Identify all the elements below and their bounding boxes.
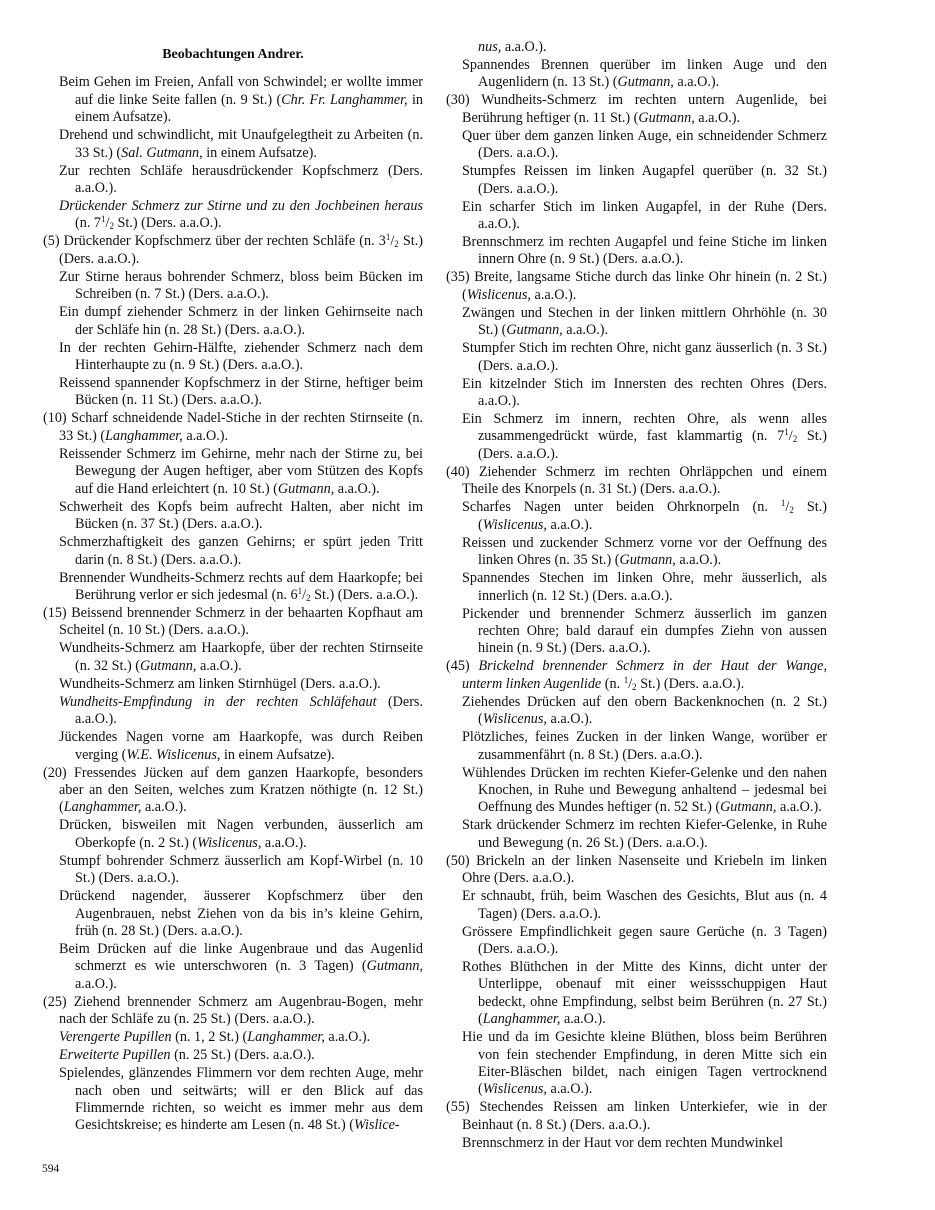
symptom-entry xyxy=(446,765,827,817)
entry-number: (20) xyxy=(43,764,67,781)
entry-text: a.a.O.). xyxy=(501,39,547,55)
entry-number: (50) xyxy=(446,852,470,869)
entry-text: (n. 25 St.) (Ders. a.a.O.). xyxy=(170,1047,315,1064)
entry-text: Drückend nagender, äusserer Kopfschmerz über den Augenbrauen, nebst Ziehen von da bis in’s kleine Gehirn, früh (n. 28 St.) (Ders. a.a.O.). xyxy=(59,888,423,939)
italic-text: W.E. Wislicenus, xyxy=(126,746,221,763)
symptom-entry xyxy=(446,959,827,1029)
entry-number: (45) xyxy=(446,658,470,675)
symptom-entry xyxy=(43,269,423,304)
fraction-part: 2 xyxy=(394,239,399,250)
entry-text: Beissend brennender Schmerz in der behaarten Kopfhaut am Scheitel (n. 10 St.) (Ders. a.a.O.). xyxy=(59,604,423,639)
italic-text: Drückender Schmerz zur Stirne und zu den Jochbeinen heraus xyxy=(59,198,423,215)
symptom-entry xyxy=(446,376,827,411)
symptom-entry xyxy=(446,888,827,923)
entry-text: / xyxy=(302,586,307,603)
entry-text: Ziehendes Drücken auf den obern Backenknochen (n. 2 St.) ( xyxy=(462,693,827,728)
entry-text: Beim Gehen im Freien, Anfall von Schwindel; er wollte immer auf die linke Seite fallen (n. 9 St.) ( xyxy=(59,74,423,108)
entry-text: Ein kitzelnder Stich im Innersten des rechten Ohres (Ders. a.a.O.). xyxy=(462,375,827,410)
entry-text: a.a.O.). xyxy=(546,711,593,728)
italic-text: Wislicenus, xyxy=(466,286,531,303)
left-column xyxy=(43,46,423,1135)
entry-text: Brennender Wundheits-Schmerz rechts auf dem Haarkopfe; bei Berührung verlor er sich jedesmal (n. 6 xyxy=(59,569,423,603)
entry-text: Ziehender Schmerz im rechten Ohrläppchen und einem Theile des Knorpels (n. 31 St.) (Ders. a.a.O.). xyxy=(462,463,827,498)
italic-text: Langhammer, xyxy=(482,1011,561,1028)
entry-text: Drücken, bisweilen mit Nagen verbunden, äusserlich am Oberkopfe (n. 2 St.) ( xyxy=(59,817,423,851)
symptom-entry xyxy=(446,92,827,127)
entry-text: / xyxy=(628,675,633,692)
symptom-entry xyxy=(43,694,423,729)
entry-text: Rothes Blüthchen in der Mitte des Kinns, dicht unter der Unterlippe, obenauf mit einer weissschuppigen Haut bedeckt, ohne Empfindung, selbst beim Berühren (n. 27 St.) ( xyxy=(462,958,827,1028)
symptom-entry xyxy=(446,464,827,499)
entry-text: Stumpfes Reissen im linken Augapfel querüber (n. 32 St.) (Ders. a.a.O.). xyxy=(462,163,827,197)
entry-text: St.) (Ders. a.a.O.). xyxy=(59,233,424,267)
italic-text: Gutmann, xyxy=(140,657,197,674)
entry-text: a.a.O.). xyxy=(141,799,187,816)
entry-number: (5) xyxy=(43,233,60,250)
entry-text: a.a.O.). xyxy=(324,1029,371,1046)
entry-text: Stechendes Reissen am linken Unterkiefer, wie in der Beinhaut (n. 8 St.) (Ders. a.a.O.). xyxy=(462,1099,827,1133)
entry-number: (25) xyxy=(43,993,67,1010)
italic-text: Langhammer, xyxy=(63,799,142,816)
entry-text: Ein dumpf ziehender Schmerz in der linken Gehirnseite nach der Schläfe hin (n. 28 St.) (Ders. a.a.O.). xyxy=(59,304,423,338)
entry-text: Zur Stirne heraus bohrender Schmerz, bloss beim Bücken im Schreiben (n. 7 St.) (Ders. a.a.O.). xyxy=(59,268,423,303)
entry-text: / xyxy=(105,215,110,232)
symptom-entry xyxy=(446,57,827,92)
entry-text: Plötzliches, feines Zucken in der linken Wange, worüber er zusammenfährt (n. 8 St.) (Ders. a.a.O.). xyxy=(462,729,827,763)
entry-number: (40) xyxy=(446,463,470,480)
symptom-entry xyxy=(446,658,827,693)
entry-text: Pickender und brennender Schmerz äusserlich im ganzen rechten Ohre; bald darauf ein dumpfes Ziehn von aussen hinein (n. 9 St.) (Ders. a.a.O.). xyxy=(462,605,827,657)
symptom-entry xyxy=(43,888,423,940)
entry-text: St.) (Ders. a.a.O.). xyxy=(113,215,222,232)
entry-text: Drückender Kopfschmerz über der rechten Schläfe (n. 3 xyxy=(63,233,386,250)
italic-text: Brickelnd brennender Schmerz in der Haut der Wange, unterm linken Augenlide xyxy=(462,658,827,692)
symptom-entry xyxy=(446,694,827,729)
entry-text: a.a.O.). xyxy=(182,427,229,444)
symptom-entry xyxy=(446,535,827,570)
symptom-entry xyxy=(446,1029,827,1099)
symptom-entry xyxy=(43,1047,423,1064)
symptom-entry xyxy=(43,340,423,375)
entry-text: Wühlendes Drücken im rechten Kiefer-Gelenke und den nahen Knochen, in Ruhe und Bewegung anhaltend – jedesmal bei Oeffnung des Mundes heftiger (n. 52 St.) ( xyxy=(462,764,827,816)
entry-text: Stark drückender Schmerz im rechten Kiefer-Gelenke, in Ruhe und Bewegung (n. 26 St.) (Ders. a.a.O.). xyxy=(462,817,827,851)
entry-text: Reissen und zuckender Schmerz vorne vor der Oeffnung des linken Ohres (n. 35 St.) ( xyxy=(462,534,827,569)
symptom-entry xyxy=(446,853,827,888)
symptom-entry xyxy=(446,1099,827,1134)
entry-number: (30) xyxy=(446,92,470,109)
entry-number: (35) xyxy=(446,269,470,286)
entry-text: Fressendes Jücken auf dem ganzen Haarkopfe, besonders aber an den Seiten, welches zum Kratzen nöthigte (n. 12 St.) ( xyxy=(59,764,423,816)
symptom-entry xyxy=(43,817,423,852)
entry-text: Beim Drücken auf die linke Augenbraue und das Augenlid schmerzt es wie unterschworen (n. 3 Tagen) ( xyxy=(59,940,423,975)
italic-text: Wislicenus, xyxy=(482,1081,547,1098)
entry-text: a.a.O.). xyxy=(196,657,242,674)
entry-number: (10) xyxy=(43,410,67,427)
symptom-entry xyxy=(446,199,827,234)
entry-text: (Ders. a.a.O.). xyxy=(75,693,423,728)
entry-text: (n. 7 xyxy=(75,215,102,232)
entry-text: / xyxy=(785,499,790,516)
symptom-entry xyxy=(446,817,827,852)
entry-text: a.a.O.). xyxy=(334,480,380,497)
symptom-entry xyxy=(43,853,423,888)
entry-text: a.a.O.). xyxy=(530,286,577,303)
italic-text: nus, xyxy=(478,39,502,55)
italic-text: Wislicenus, xyxy=(197,834,262,851)
symptom-entry xyxy=(43,941,423,993)
symptom-entry xyxy=(446,234,827,269)
entry-text: in einem Aufsatze). xyxy=(75,91,423,126)
entry-text: Zwängen und Stechen in der linken mittlern Ohrhöhle (n. 30 St.) ( xyxy=(462,304,827,339)
symptom-entry xyxy=(43,676,423,693)
symptom-entry xyxy=(43,1065,423,1135)
italic-text: Verengerte Pupillen xyxy=(59,1029,172,1046)
symptom-entry xyxy=(43,605,423,640)
entry-text: in einem Aufsatze). xyxy=(202,144,317,161)
symptom-entry xyxy=(446,128,827,163)
entry-text: Wundheits-Schmerz am Haarkopfe, über der rechten Stirnseite (n. 32 St.) ( xyxy=(59,640,423,674)
entry-text: (n. 1, 2 St.) ( xyxy=(171,1029,248,1046)
entry-text: Reissender Schmerz im Gehirne, mehr nach der Stirne zu, bei Bewegung der Augen heftiger, aber vom Stützen des Kopfs auf die Hand erleichtert (n. 10 St.) ( xyxy=(59,445,423,497)
entry-text: Schwerheit des Kopfs beim aufrecht Halten, aber nicht im Bücken (n. 37 St.) (Ders. a.a.O.). xyxy=(59,498,423,533)
fraction-part: 2 xyxy=(632,681,637,692)
entry-text: Brickeln an der linken Nasenseite und Kriebeln im linken Ohre (Ders. a.a.O.). xyxy=(462,852,827,887)
entry-text: Spannendes Brennen querüber im linken Auge und den Augenlidern (n. 13 St.) ( xyxy=(462,57,827,91)
entry-text: a.a.O.). xyxy=(546,1081,593,1098)
symptom-entry xyxy=(43,640,423,675)
entry-text: Brennschmerz im rechten Augapfel und feine Stiche im linken innern Ohre (n. 9 St.) (Ders. a.a.O.). xyxy=(462,234,827,268)
entry-text: Zur rechten Schläfe herausdrückender Kopfschmerz (Ders. a.a.O.). xyxy=(59,162,423,197)
italic-text: Sal. Gutmann, xyxy=(121,144,203,161)
italic-text: Gutmann, xyxy=(277,480,335,497)
italic-text: Gutmann, xyxy=(638,109,695,126)
fraction-part: 2 xyxy=(109,221,114,232)
italic-text: Wundheits-Empfindung in der rechten Schläfehaut xyxy=(59,693,377,710)
italic-text: Gutmann, xyxy=(720,799,777,816)
symptom-entry xyxy=(446,729,827,764)
entry-text: Grössere Empfindlichkeit gegen saure Gerüche (n. 3 Tagen) (Ders. a.a.O.). xyxy=(462,923,827,957)
section-heading: Beobachtungen Andrer. xyxy=(162,47,304,62)
entry-text: St.) (Ders. a.a.O.). xyxy=(478,428,828,462)
entry-text: a.a.O.). xyxy=(560,1011,606,1028)
symptom-entry xyxy=(446,163,827,198)
entry-text: In der rechten Gehirn-Hälfte, ziehender Schmerz nach dem Hinterhaupte zu (n. 9 St.) (Ders. a.a.O.). xyxy=(59,339,423,374)
entry-text: a.a.O.). xyxy=(675,552,722,569)
entry-text: a.a.O.). xyxy=(261,834,307,851)
entry-text: (n. xyxy=(601,675,624,692)
symptom-entry xyxy=(43,729,423,764)
symptom-entry xyxy=(446,499,827,534)
entry-text: a.a.O.). xyxy=(546,516,593,533)
entry-text: in einem Aufsatze). xyxy=(220,746,335,763)
symptom-entry xyxy=(43,198,423,233)
entry-text: Quer über dem ganzen linken Auge, ein schneidender Schmerz (Ders. a.a.O.). xyxy=(462,127,827,162)
fraction-part: 1 xyxy=(784,427,789,438)
entry-text: a.a.O.). xyxy=(776,799,822,816)
italic-text: Wislice- xyxy=(353,1117,400,1134)
entry-number: (55) xyxy=(446,1099,470,1116)
entry-text: Ein Schmerz im innern, rechten Ohre, als wenn alles zusammengedrückt würde, fast klammartig (n. 7 xyxy=(462,411,827,445)
entry-text: / xyxy=(390,233,395,250)
italic-text: Gutmann, xyxy=(366,958,423,975)
entry-text: Stumpf bohrender Schmerz äusserlich am Kopf-Wirbel (n. 10 St.) (Ders. a.a.O.). xyxy=(59,852,423,887)
symptom-entry xyxy=(446,1135,827,1152)
entry-text: Drehend und schwindlicht, mit Unaufgelegtheit zu Arbeiten (n. 33 St.) ( xyxy=(59,127,423,161)
entry-text: St.) (Ders. a.a.O.). xyxy=(636,675,745,692)
symptom-entry xyxy=(446,340,827,375)
symptom-entry xyxy=(43,163,423,198)
symptom-entry xyxy=(43,375,423,410)
fraction-part: 1 xyxy=(101,214,106,225)
entry-text: Jückendes Nagen vorne am Haarkopfe, was durch Reiben verging ( xyxy=(59,729,423,763)
entry-text: Wundheits-Schmerz im rechten untern Augenlide, bei Berührung heftiger (n. 11 St.) ( xyxy=(462,92,828,126)
italic-text: Gutmann, xyxy=(617,74,674,91)
symptom-entry xyxy=(43,304,423,339)
entry-text: a.a.O.). xyxy=(673,74,720,91)
entry-text: Spielendes, glänzendes Flimmern vor dem rechten Auge, mehr nach oben und seitwärts; will er den Blick auf das Flimmernde richten, so weicht es immer mehr aus dem Gesichtskreise; es hinderte am Lesen (n. 48 St.) ( xyxy=(59,1065,423,1134)
italic-text: Wislicenus, xyxy=(482,516,547,533)
entry-text: Er schnaubt, früh, beim Waschen des Gesichts, Blut aus (n. 4 Tagen) (Ders. a.a.O.). xyxy=(462,888,827,922)
symptom-entry xyxy=(446,39,827,56)
entry-text: Stumpfer Stich im rechten Ohre, nicht ganz äusserlich (n. 3 St.) (Ders. a.a.O.). xyxy=(462,340,827,374)
entry-text: a.a.O.). xyxy=(75,975,117,992)
entry-text: Breite, langsame Stiche durch das linke Ohr hinein (n. 2 St.) ( xyxy=(462,269,827,303)
entry-text: a.a.O.). xyxy=(694,109,741,126)
symptom-entry xyxy=(43,1029,423,1046)
italic-text: Langhammer, xyxy=(247,1029,325,1046)
symptom-entry xyxy=(446,269,827,304)
entry-text: Spannendes Stechen im linken Ohre, mehr äusserlich, als innerlich (n. 12 St.) (Ders. a.a.O.). xyxy=(462,570,827,604)
right-column xyxy=(446,41,827,1152)
fraction-part: 1 xyxy=(297,585,303,596)
italic-text: Erweiterte Pupillen xyxy=(59,1047,171,1064)
symptom-entry xyxy=(446,570,827,605)
entry-text: Scharfes Nagen unter beiden Ohrknorpeln (n. xyxy=(462,499,781,516)
symptom-entry xyxy=(43,994,423,1029)
symptom-entry xyxy=(446,924,827,959)
fraction-part: 1 xyxy=(385,232,391,243)
symptom-entry xyxy=(446,411,827,463)
italic-text: Gutmann, xyxy=(506,322,563,339)
entry-text: Reissend spannender Kopfschmerz in der Stirne, heftiger beim Bücken (n. 11 St.) (Ders. a.a.O.). xyxy=(59,375,423,409)
fraction-part: 1 xyxy=(780,498,786,509)
symptom-entry xyxy=(43,74,423,126)
symptom-entry xyxy=(43,499,423,534)
entry-text: St.) ( xyxy=(478,499,827,533)
symptom-entry xyxy=(43,570,423,605)
entry-number: (15) xyxy=(43,604,67,621)
entry-text: Ein scharfer Stich im linken Augapfel, in der Ruhe (Ders. a.a.O.). xyxy=(462,198,827,233)
symptom-entry xyxy=(43,233,423,268)
entry-text: a.a.O.). xyxy=(562,322,609,339)
entry-text: Wundheits-Schmerz am linken Stirnhügel (Ders. a.a.O.). xyxy=(59,675,381,692)
symptom-entry xyxy=(43,534,423,569)
entry-text: Ziehend brennender Schmerz am Augenbrau-Bogen, mehr nach der Schläfe zu (n. 25 St.) (Ders. a.a.O.). xyxy=(59,993,423,1028)
right-entry-list xyxy=(446,39,827,1152)
entry-text: Brennschmerz in der Haut vor dem rechten Mundwinkel xyxy=(462,1134,784,1151)
entry-text: / xyxy=(788,428,793,445)
entry-text: Hie und da im Gesichte kleine Blüthen, bloss beim Berühren von fein stechender Empfindung, in deren Mitte sich ein Eiter-Bläschen bildet, nach einigen Tagen vertrocknend ( xyxy=(462,1029,827,1098)
symptom-entry xyxy=(446,305,827,340)
italic-text: Chr. Fr. Langhammer, xyxy=(281,91,408,108)
symptom-entry xyxy=(43,446,423,498)
entry-text: St.) (Ders. a.a.O.). xyxy=(310,586,419,603)
symptom-entry xyxy=(446,606,827,658)
entry-text: Scharf schneidende Nadel-Stiche in der rechten Stirnseite (n. 33 St.) ( xyxy=(59,410,424,444)
fraction-part: 2 xyxy=(792,434,798,445)
italic-text: Gutmann, xyxy=(619,552,676,569)
italic-text: Langhammer, xyxy=(105,427,183,444)
symptom-entry xyxy=(43,127,423,162)
fraction-part: 2 xyxy=(306,592,311,603)
entry-text: Schmerzhaftigkeit des ganzen Gehirns; er spürt jeden Tritt darin (n. 8 St.) (Ders. a.a.O.). xyxy=(59,534,423,568)
symptom-entry xyxy=(43,765,423,817)
fraction-part: 1 xyxy=(623,674,629,685)
page-number: 594 xyxy=(42,1163,60,1175)
left-entry-list xyxy=(43,74,423,1134)
fraction-part: 2 xyxy=(789,505,794,516)
italic-text: Wislicenus, xyxy=(482,711,547,728)
symptom-entry xyxy=(43,410,423,445)
